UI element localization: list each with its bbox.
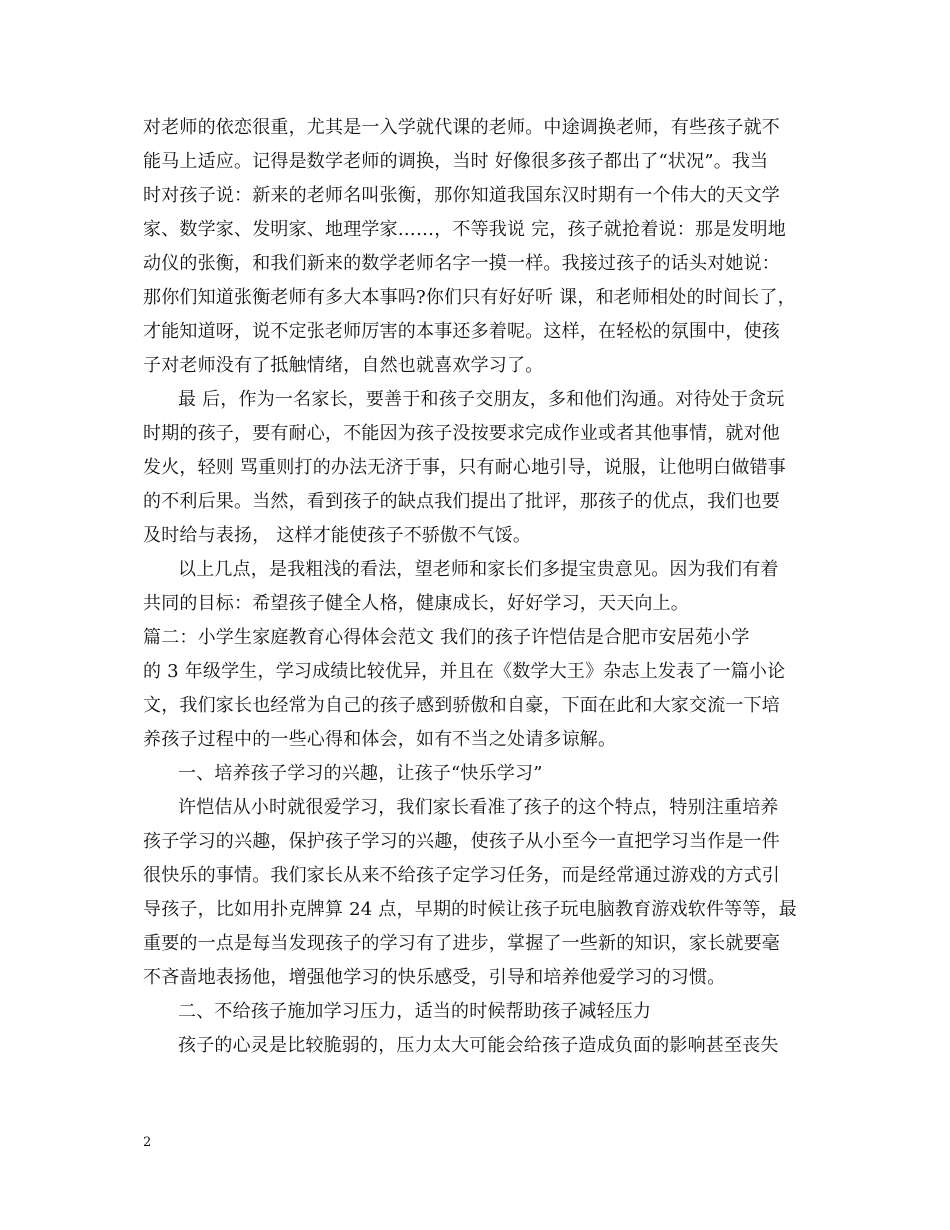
paragraph-first-line: 最 后，作为一名家长，要善于和孩子交朋友，多和他们沟通。对待处于贪玩 xyxy=(178,389,785,410)
text-line: 很快乐的事情。我们家长从来不给孩子定学习任务，而是经常通过游戏的方式引 xyxy=(143,865,780,886)
text-line: 动仪的张衡，和我们新来的数学老师名字一摸一样。我接过孩子的话头对她说： xyxy=(143,253,780,274)
paragraph-first-line: 以上几点，是我粗浅的看法，望老师和家长们多提宝贵意见。因为我们有着 xyxy=(178,559,779,580)
text-line: 孩子学习的兴趣，保护孩子学习的兴趣，使孩子从小至今一直把学习当作是一件 xyxy=(143,831,780,852)
text-line: 才能知道呀，说不定张老师厉害的本事还多着呢。这样，在轻松的氛围中，使孩 xyxy=(143,321,780,342)
text-line: 对老师的依恋很重，尤其是一入学就代课的老师。中途调换老师，有些孩子就不 xyxy=(143,117,780,138)
text-line: 重要的一点是每当发现孩子的学习有了进步，掌握了一些新的知识，家长就要毫 xyxy=(143,933,780,954)
paragraph-first-line: 孩子的心灵是比较脆弱的，压力太大可能会给孩子造成负面的影响甚至丧失 xyxy=(178,1035,779,1056)
section-heading-line: 篇二：小学生家庭教育心得体会范文 我们的孩子许恺佶是合肥市安居苑小学 xyxy=(143,627,750,648)
text-line: 那你们知道张衡老师有多大本事吗?你们只有好好听 课，和老师相处的时间长了， xyxy=(143,287,796,308)
page-number: 2 xyxy=(143,1135,152,1150)
paragraph-first-line: 许恺佶从小时就很爱学习，我们家长看准了孩子的这个特点，特别注重培养 xyxy=(178,797,779,818)
text-line: 导孩子，比如用扑克牌算 24 点，早期的时候让孩子玩电脑教育游戏软件等等，最 xyxy=(143,899,797,920)
text-line: 的不利后果。当然，看到孩子的缺点我们提出了批评，那孩子的优点，我们也要 xyxy=(143,491,780,512)
text-line: 共同的目标：希望孩子健全人格，健康成长，好好学习，天天向上。 xyxy=(143,593,689,614)
text-line: 时对孩子说：新来的老师名叫张衡，那你知道我国东汉时期有一个伟大的天文学 xyxy=(143,185,780,206)
text-line: 不吝啬地表扬他，增强他学习的快乐感受，引导和培养他爱学习的习惯。 xyxy=(143,967,726,988)
text-line: 文，我们家长也经常为自己的孩子感到骄傲和自豪，下面在此和大家交流一下培 xyxy=(143,695,780,716)
subheading-line: 二、不给孩子施加学习压力，适当的时候帮助孩子减轻压力 xyxy=(178,1001,652,1022)
text-line: 及时给与表扬， 这样才能使孩子不骄傲不气馁。 xyxy=(143,525,532,546)
text-line: 养孩子过程中的一些心得和体会，如有不当之处请多谅解。 xyxy=(143,729,617,750)
text-line: 的 3 年级学生，学习成绩比较优异，并且在《数学大王》杂志上发表了一篇小论 xyxy=(143,661,786,682)
subheading-line: 一、培养孩子学习的兴趣，让孩子“快乐学习” xyxy=(178,763,543,784)
text-line: 能马上适应。记得是数学老师的调换，当时 好像很多孩子都出了“状况”。我当 xyxy=(143,151,769,172)
text-line: 时期的孩子，要有耐心，不能因为孩子没按要求完成作业或者其他事情，就对他 xyxy=(143,423,780,444)
text-line: 家、数学家、发明家、地理学家……，不等我说 完，孩子就抢着说：那是发明地 xyxy=(143,219,786,240)
text-line: 发火，轻则 骂重则打的办法无济于事，只有耐心地引导，说服，让他明白做错事 xyxy=(143,457,786,478)
text-line: 子对老师没有了抵触情绪，自然也就喜欢学习了。 xyxy=(143,355,544,376)
